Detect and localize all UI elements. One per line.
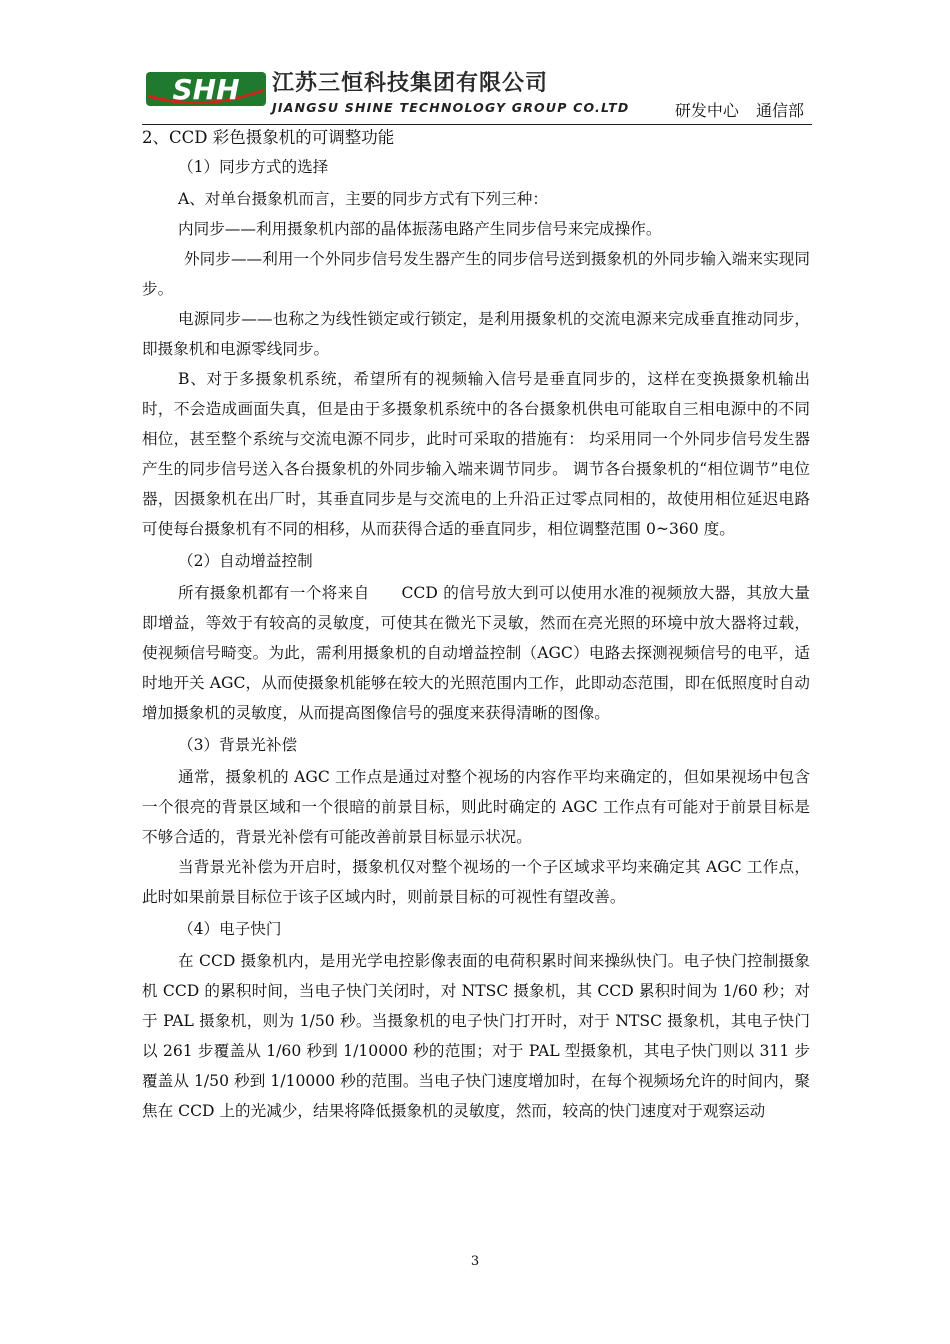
paragraph-internal-sync: 内同步——利用摄象机内部的晶体振荡电路产生同步信号来完成操作。	[178, 220, 662, 238]
department-label: 研发中心 通信部	[674, 101, 804, 120]
paragraph-power-sync: 电源同步——也称之为线性锁定或行锁定，是利用摄象机的交流电源来完成垂直推动同步，即摄象机和电源零线同步。	[142, 310, 810, 358]
section-title: 2、CCD 彩色摄象机的可调整功能	[142, 128, 395, 147]
paragraph-agc: 所有摄象机都有一个将来自 CCD 的信号放大到可以使用水准的视频放大器，其放大量即增益，等效于有较高的灵敏度，可使其在微光下灵敏，然而在亮光照的环境中放大器将过载，使视频信号畸变。为此，需利用摄象机的自动增益控制（AGC）电路去探测视频信号的电平，适时地开关 AGC，从而使摄象机能够在较大的光照范围内工作，此即动态范围，即在低照度时自动增加摄象机的灵敏度，从而提高图像信号的强度来获得清晰的图像。	[142, 584, 810, 722]
subsection-heading-sync: （1）同步方式的选择	[178, 158, 329, 176]
company-name-cn: 江苏三恒科技集团有限公司	[272, 71, 549, 96]
subsection-heading-shutter: （4）电子快门	[178, 920, 282, 938]
subsection-heading-agc: （2）自动增益控制	[178, 552, 313, 570]
paragraph-shutter: 在 CCD 摄象机内，是用光学电控影像表面的电荷积累时间来操纵快门。电子快门控制摄象机 CCD 的累积时间，当电子快门关闭时，对 NTSC 摄象机，其 CCD 累积时间为 1/60 秒；对于 PAL 摄象机，则为 1/50 秒。当摄象机的电子快门打开时，对于 NTSC 摄象机，其电子快门以 261 步覆盖从 1/60 秒到 1/10000 秒的范围；对于 PAL 型摄象机，其电子快门则以 311 步覆盖从 1/50 秒到 1/10000 秒的范围。当电子快门速度增加时，在每个视频场允许的时间内，聚焦在 CCD 上的光减少，结果将降低摄象机的灵敏度，然而，较高的快门速度对于观察运动	[142, 952, 810, 1120]
page-number: 3	[470, 1254, 480, 1269]
company-name-en: JIANGSU SHINE TECHNOLOGY GROUP CO.LTD	[272, 100, 630, 115]
paragraph-blc-1: 通常，摄象机的 AGC 工作点是通过对整个视场的内容作平均来确定的，但如果视场中包含一个很亮的背景区域和一个很暗的前景目标，则此时确定的 AGC 工作点有可能对于前景目标是不够合适的，背景光补偿有可能改善前景目标显示状况。	[142, 768, 810, 846]
paragraph-sync-b: B、对于多摄象机系统，希望所有的视频输入信号是垂直同步的，这样在变换摄象机输出时，不会造成画面失真，但是由于多摄象机系统中的各台摄象机供电可能取自三相电源中的不同相位，甚至整个系统与交流电源不同步，此时可采取的措施有： 均采用同一个外同步信号发生器产生的同步信号送入各台摄象机的外同步输入端来调节同步。 调节各台摄象机的“相位调节”电位器，因摄象机在出厂时，其垂直同步是与交流电的上升沿正过零点同相的，故使用相位延迟电路可使每台摄象机有不同的相移，从而获得合适的垂直同步，相位调整范围 0~360 度。	[142, 370, 810, 538]
subsection-heading-blc: （3）背景光补偿	[178, 736, 298, 754]
paragraph-blc-2: 当背景光补偿为开启时，摄象机仅对整个视场的一个子区域求平均来确定其 AGC 工作点，此时如果前景目标位于该子区域内时，则前景目标的可视性有望改善。	[142, 858, 810, 906]
document-body	[142, 126, 810, 1126]
company-logo	[144, 66, 268, 114]
paragraph-external-sync: 外同步——利用一个外同步信号发生器产生的同步信号送到摄象机的外同步输入端来实现同步。	[142, 250, 810, 298]
header-rule	[142, 124, 812, 125]
logo-text: SHH	[172, 73, 240, 106]
page-header	[140, 62, 812, 126]
paragraph-sync-a: A、对单台摄象机而言，主要的同步方式有下列三种：	[178, 190, 548, 208]
